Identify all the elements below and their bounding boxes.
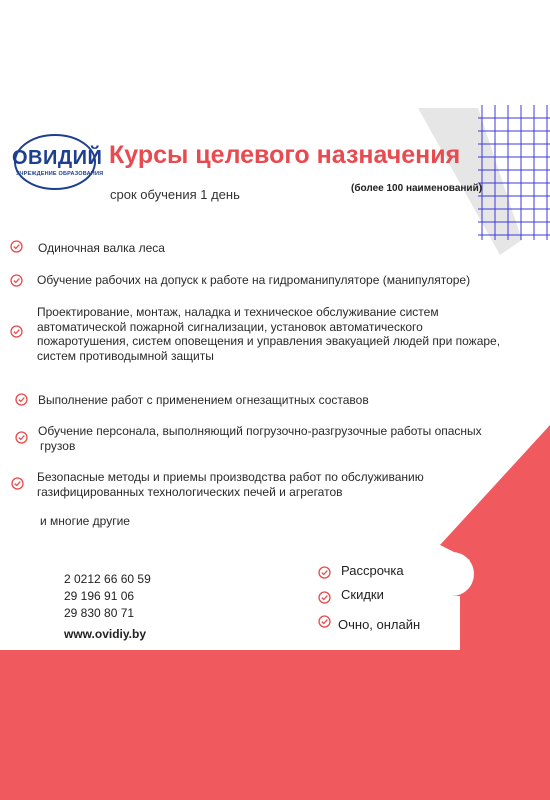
check-circle-icon <box>318 591 331 604</box>
course-count-note: (более 100 наименований) <box>351 183 483 194</box>
phone-number: 2 0212 66 60 59 <box>64 572 151 586</box>
logo-name: ОВИДИЙ <box>12 147 103 169</box>
feature-installment: Рассрочка <box>341 563 404 578</box>
check-circle-icon <box>10 240 23 253</box>
course-item: Безопасные методы и приемы производства работ по обслуживанию газифицированных технологических печей и агрегатов <box>37 470 424 499</box>
course-item: Проектирование, монтаж, наладка и техническое обслуживание систем автоматической пожарной сигнализации, установок автоматического пожаротушения, систем оповещения и управления эвакуацией людей при пожаре, систем противодымной защиты <box>37 305 501 363</box>
check-circle-icon <box>10 325 23 338</box>
phone-number: 29 830 80 71 <box>64 605 135 620</box>
check-circle-icon <box>15 431 28 444</box>
logo <box>12 132 104 192</box>
logo-subtitle: УЧРЕЖДЕНИЕ ОБРАЗОВАНИЯ <box>16 171 104 177</box>
more-courses-text: и многие другие <box>40 514 130 528</box>
check-circle-icon <box>10 274 23 287</box>
course-item: Обучение персонала, выполняющий погрузочно-разгрузочные работы опасных грузов <box>38 424 482 453</box>
feature-discounts: Скидки <box>341 587 384 602</box>
red-bottom-block <box>0 650 550 800</box>
gray-diagonal-band <box>418 108 522 255</box>
check-circle-icon <box>318 615 331 628</box>
page-title: Курсы целевого назначения <box>109 141 461 169</box>
check-circle-icon <box>15 393 28 406</box>
course-item: Одиночная валка леса <box>38 241 165 255</box>
website-link[interactable]: www.ovidiy.by <box>64 627 147 642</box>
course-item: Обучение рабочих на допуск к работе на гидроманипуляторе (манипуляторе) <box>37 273 471 287</box>
feature-format: Очно, онлайн <box>338 617 421 632</box>
check-circle-icon <box>11 477 24 490</box>
phone-number: 29 196 91 06 <box>64 588 135 603</box>
check-circle-icon <box>318 566 331 579</box>
duration-text: срок обучения 1 день <box>110 187 240 202</box>
course-item: Выполнение работ с применением огнезащитных составов <box>38 393 369 407</box>
contacts-block <box>64 571 151 643</box>
